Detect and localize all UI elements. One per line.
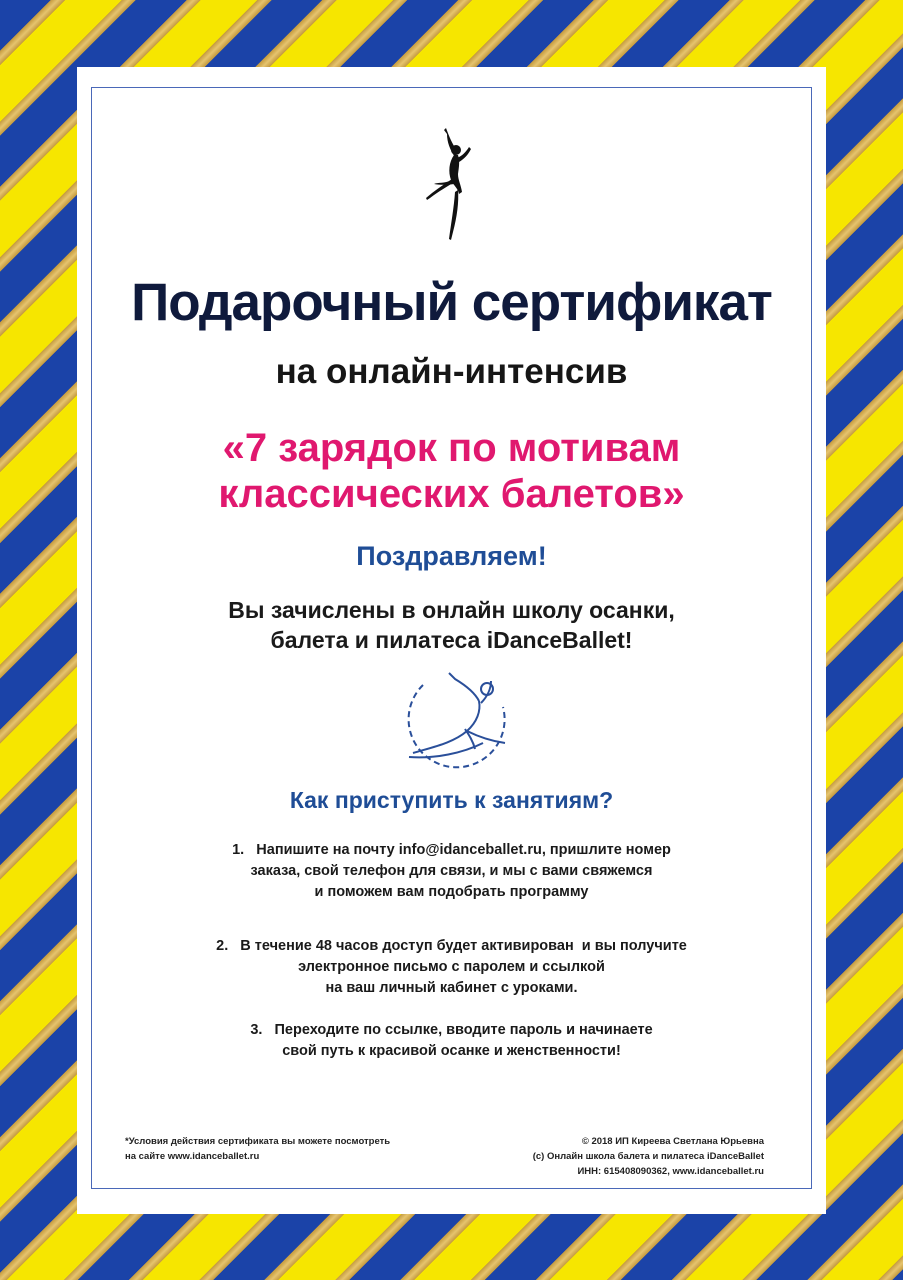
- step-3-line-2: свой путь к красивой осанке и женственности!: [282, 1043, 621, 1059]
- step-3-line-1: 3. Переходите по ссылке, вводите пароль и начинаете: [250, 1022, 653, 1038]
- ballerina-silhouette-icon: [414, 122, 494, 242]
- step-2-line-2: электронное письмо с паролем и ссылкой: [298, 959, 605, 975]
- step-3: [77, 1020, 826, 1062]
- footer-copyright-line-3: ИНН: 615408090362, www.idanceballet.ru: [577, 1166, 764, 1177]
- step-2-line-3: на ваш личный кабинет с уроками.: [325, 980, 578, 996]
- course-name: [77, 425, 826, 517]
- enrolled-text: [77, 595, 826, 655]
- step-2-line-1: 2. В течение 48 часов доступ будет активирован и вы получите: [216, 938, 687, 954]
- step-2: [77, 936, 826, 999]
- footer-copyright: [444, 1134, 764, 1179]
- footer-copyright-line-1: © 2018 ИП Киреева Светлана Юрьевна: [581, 1136, 764, 1147]
- step-1-line-1: 1. Напишите на почту info@idanceballet.ru, пришлите номер: [232, 842, 671, 858]
- howto-heading: Как приступить к занятиям?: [289, 787, 614, 813]
- enrolled-line-2: балета и пилатеса iDanceBallet!: [270, 627, 633, 653]
- step-1-line-2: заказа, свой телефон для связи, и мы с вами свяжемся: [250, 863, 653, 879]
- step-1: [77, 840, 826, 903]
- footer-terms-line-1: *Условия действия сертификата вы можете посмотреть: [125, 1136, 391, 1147]
- footer-terms: [125, 1134, 445, 1164]
- footer-terms-line-2: на сайте www.idanceballet.ru: [125, 1151, 260, 1162]
- enrolled-line-1: Вы зачислены в онлайн школу осанки,: [228, 597, 675, 623]
- course-line-2: классических балетов»: [218, 472, 685, 516]
- ballerina-circle-logo-icon: [395, 667, 515, 775]
- course-line-1: «7 зарядок по мотивам: [222, 426, 681, 470]
- step-1-line-3: и поможем вам подобрать программу: [314, 884, 589, 900]
- footer-copyright-line-2: (с) Онлайн школа балета и пилатеса iDanceBallet: [532, 1151, 764, 1162]
- congrats-heading: Поздравляем!: [356, 541, 547, 571]
- certificate-card: [77, 67, 826, 1214]
- certificate-title: Подарочный сертификат: [131, 273, 772, 332]
- certificate-subtitle: на онлайн-интенсив: [275, 352, 628, 391]
